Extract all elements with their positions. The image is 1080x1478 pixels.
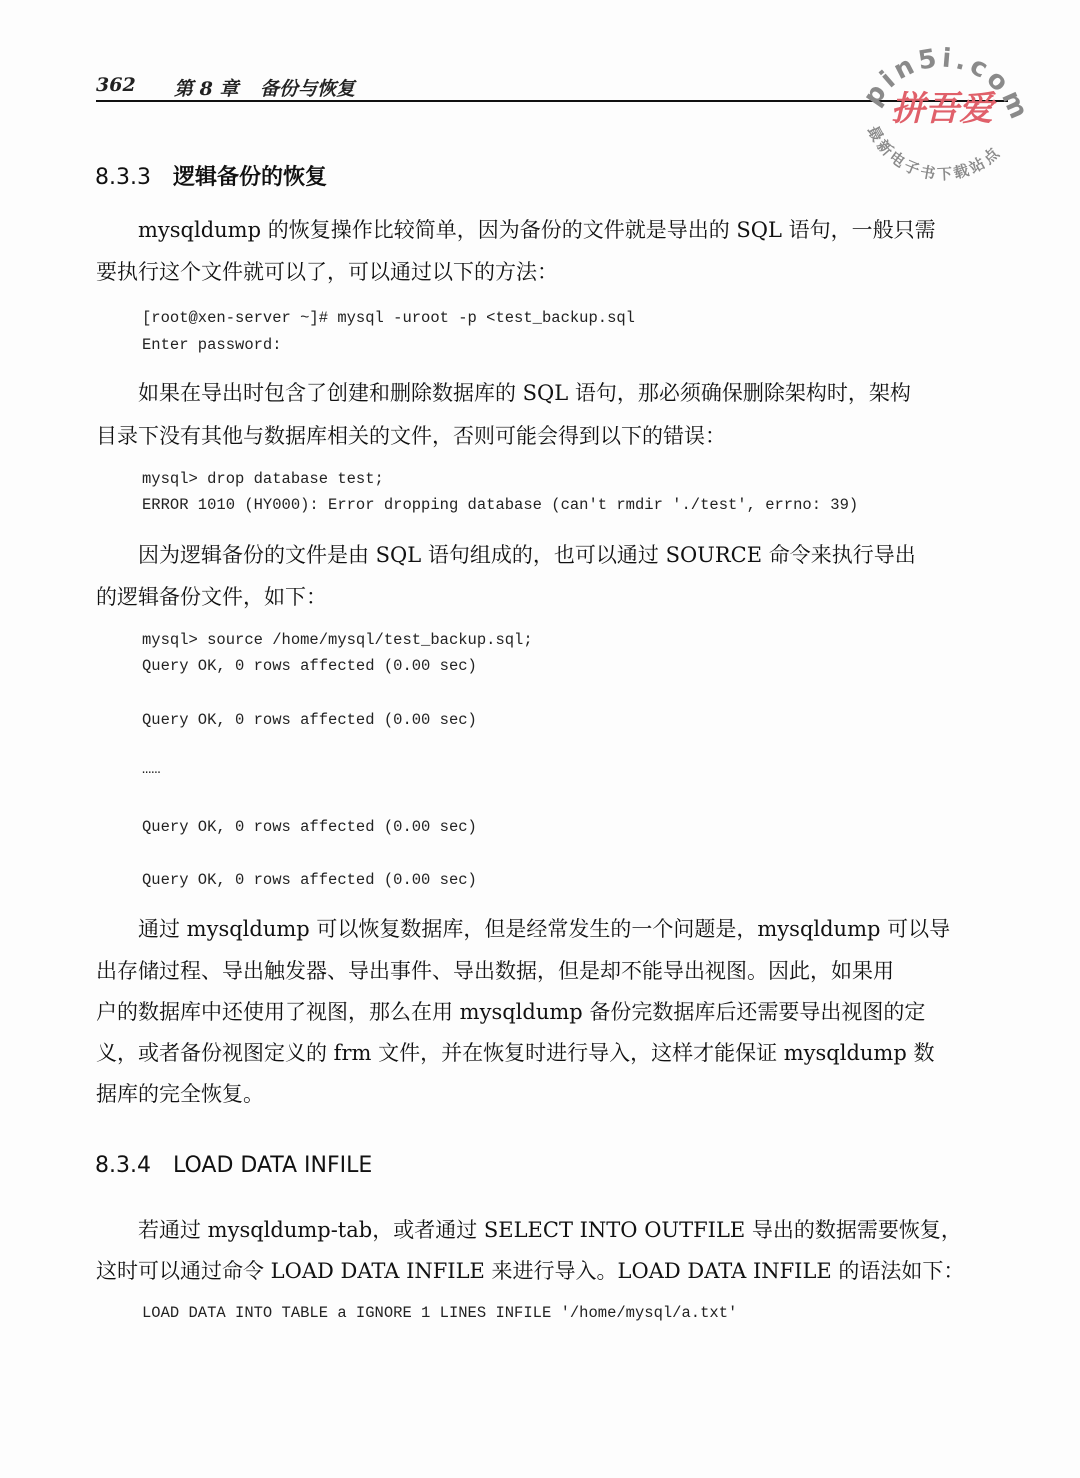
section-number: 8.3.4: [95, 1153, 151, 1178]
paragraph-line: 出存储过程、导出触发器、导出事件、导出数据，但是却不能导出视图。因此，如果用: [96, 959, 894, 983]
watermark-ring-text: 最新电子书下载站点: [863, 122, 1005, 184]
paragraph-line: 通过 mysqldump 可以恢复数据库，但是经常发生的一个问题是，mysqldump 可以导: [138, 917, 951, 941]
section-title: LOAD DATA INFILE: [173, 1153, 373, 1178]
paragraph-line: 这时可以通过命令 LOAD DATA INFILE 来进行导入。LOAD DATA INFILE 的语法如下：: [96, 1259, 965, 1283]
code-line: ERROR 1010 (HY000): Error dropping database (can't rmdir './test', errno: 39): [142, 496, 859, 514]
page-number: 362: [96, 74, 136, 96]
code-line: Query OK, 0 rows affected (0.00 sec): [142, 657, 477, 675]
paragraph-line: 的逻辑备份文件，如下：: [96, 585, 327, 609]
section-heading-8-3-4: [95, 1153, 372, 1178]
paragraph-line: 如果在导出时包含了创建和删除数据库的 SQL 语句，那必须确保删除架构时，架构: [138, 381, 911, 405]
watermark-stamp: [842, 22, 1042, 197]
paragraph-line: 据库的完全恢复。: [96, 1082, 264, 1106]
paragraph-line: 因为逻辑备份的文件是由 SQL 语句组成的，也可以通过 SOURCE 命令来执行导出: [138, 543, 916, 567]
chapter-title: 备份与恢复: [260, 78, 356, 100]
watermark-url: pin5i.com: [857, 43, 1036, 127]
code-line: [root@xen-server ~]# mysql -uroot -p <test_backup.sql: [142, 309, 635, 327]
section-number: 8.3.3: [95, 165, 151, 190]
code-line: Query OK, 0 rows affected (0.00 sec): [142, 711, 477, 729]
chapter-number: 第 8 章: [174, 78, 239, 100]
code-line: LOAD DATA INTO TABLE a IGNORE 1 LINES INFILE '/home/mysql/a.txt': [142, 1304, 738, 1322]
paragraph-line: mysqldump 的恢复操作比较简单，因为备份的文件就是导出的 SQL 语句，一般只需: [138, 218, 936, 242]
code-line: Enter password:: [142, 336, 282, 354]
paragraph-line: 户的数据库中还使用了视图，那么在用 mysqldump 备份完数据库后还需要导出视图的定: [96, 1000, 926, 1024]
code-line: mysql> source /home/mysql/test_backup.sql;: [142, 631, 533, 649]
paragraph-line: 目录下没有其他与数据库相关的文件，否则可能会得到以下的错误：: [96, 424, 726, 448]
watermark-brand: 拼吾爱: [891, 89, 993, 129]
section-title: 逻辑备份的恢复: [173, 165, 328, 190]
paragraph-line: 要执行这个文件就可以了，可以通过以下的方法：: [96, 260, 558, 284]
section-heading-8-3-3: [95, 160, 327, 191]
code-line: Query OK, 0 rows affected (0.00 sec): [142, 818, 477, 836]
code-line: Query OK, 0 rows affected (0.00 sec): [142, 871, 477, 889]
code-ellipsis: ……: [142, 760, 161, 778]
paragraph-line: 义，或者备份视图定义的 frm 文件，并在恢复时进行导入，这样才能保证 mysqldump 数: [96, 1041, 935, 1065]
code-line: mysql> drop database test;: [142, 470, 384, 488]
paragraph-line: 若通过 mysqldump-tab，或者通过 SELECT INTO OUTFILE 导出的数据需要恢复，: [138, 1218, 962, 1242]
